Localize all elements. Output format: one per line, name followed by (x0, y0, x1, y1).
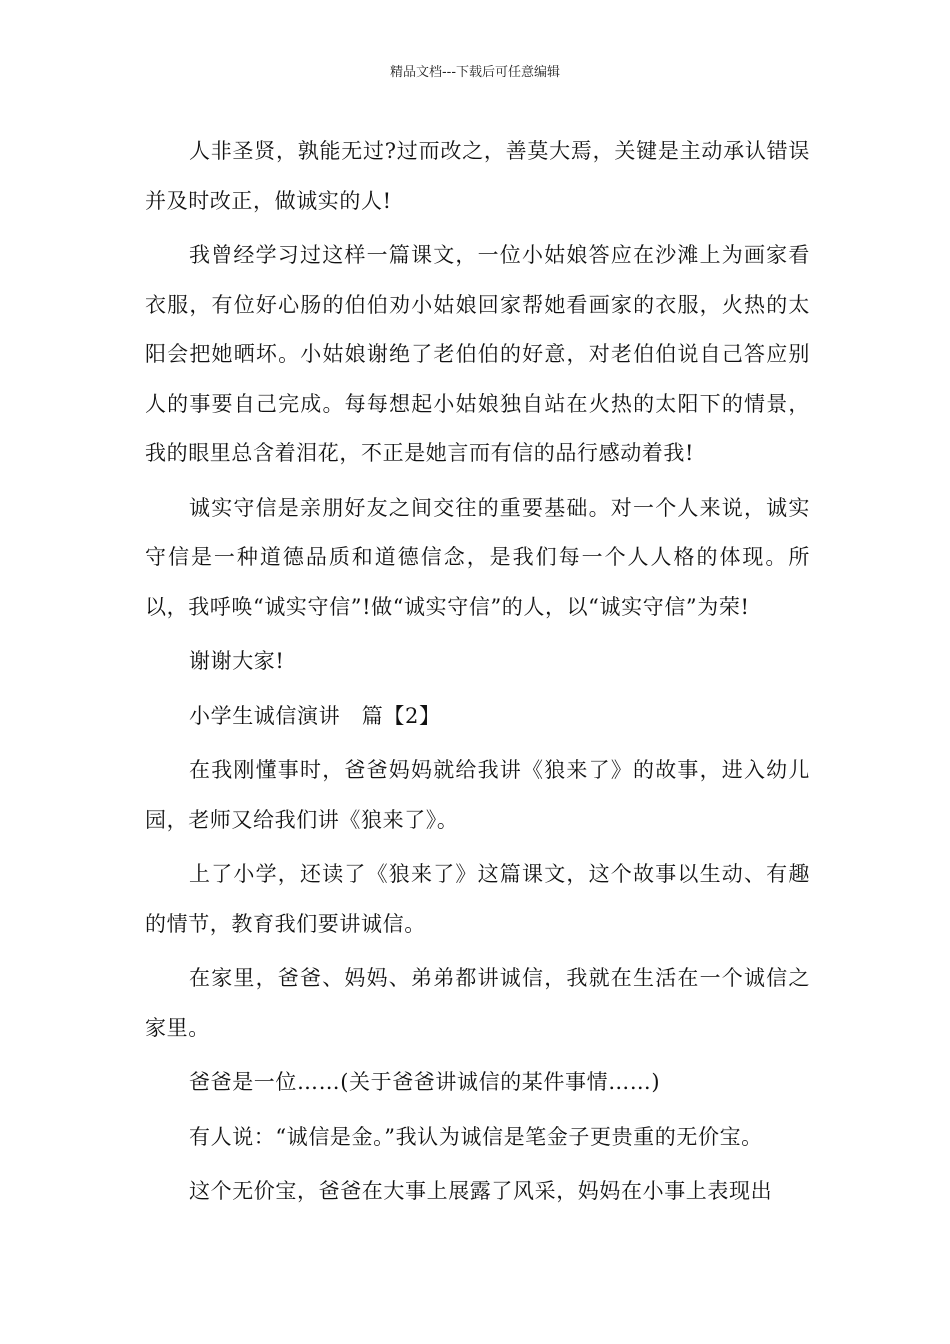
paragraph: 在我刚懂事时，爸爸妈妈就给我讲《狼来了》的故事，进入幼儿园，老师又给我们讲《狼来了》。 (145, 758, 810, 832)
paragraph: 上了小学，还读了《狼来了》这篇课文，这个故事以生动、有趣的情节，教育我们要讲诚信。 (145, 862, 810, 936)
paragraph: 诚实守信是亲朋好友之间交往的重要基础。对一个人来说，诚实守信是一种道德品质和道德信念，是我们每一个人人格的体现。所以，我呼唤“诚实守信”!做“诚实守信”的人，以“诚实守信”为荣! (145, 495, 810, 619)
paragraph: 我曾经学习过这样一篇课文，一位小姑娘答应在沙滩上为画家看衣服，有位好心肠的伯伯劝小姑娘回家帮她看画家的衣服，火热的太阳会把她晒坏。小姑娘谢绝了老伯伯的好意，对老伯伯说自己答应别人的事要自己完成。每每想起小姑娘独自站在火热的太阳下的情景，我的眼里总含着泪花，不正是她言而有信的品行感动着我! (145, 243, 810, 465)
paragraph: 在家里，爸爸、妈妈、弟弟都讲诚信，我就在生活在一个诚信之家里。 (145, 966, 810, 1040)
page-header: 精品文档---下载后可任意编辑 (389, 65, 561, 80)
paragraph: 有人说：“诚信是金。”我认为诚信是笔金子更贵重的无价宝。 (189, 1124, 763, 1149)
section-heading: 小学生诚信演讲 篇【2】 (189, 703, 441, 728)
document-body (145, 127, 810, 1222)
closing-line: 谢谢大家! (189, 649, 285, 673)
paragraph: 这个无价宝，爸爸在大事上展露了风采，妈妈在小事上表现出 (189, 1179, 773, 1203)
paragraph: 人非圣贤，孰能无过?过而改之，善莫大焉，关键是主动承认错误并及时改正，做诚实的人! (145, 139, 810, 213)
paragraph: 爸爸是一位……(关于爸爸讲诚信的某件事情……) (189, 1070, 661, 1094)
